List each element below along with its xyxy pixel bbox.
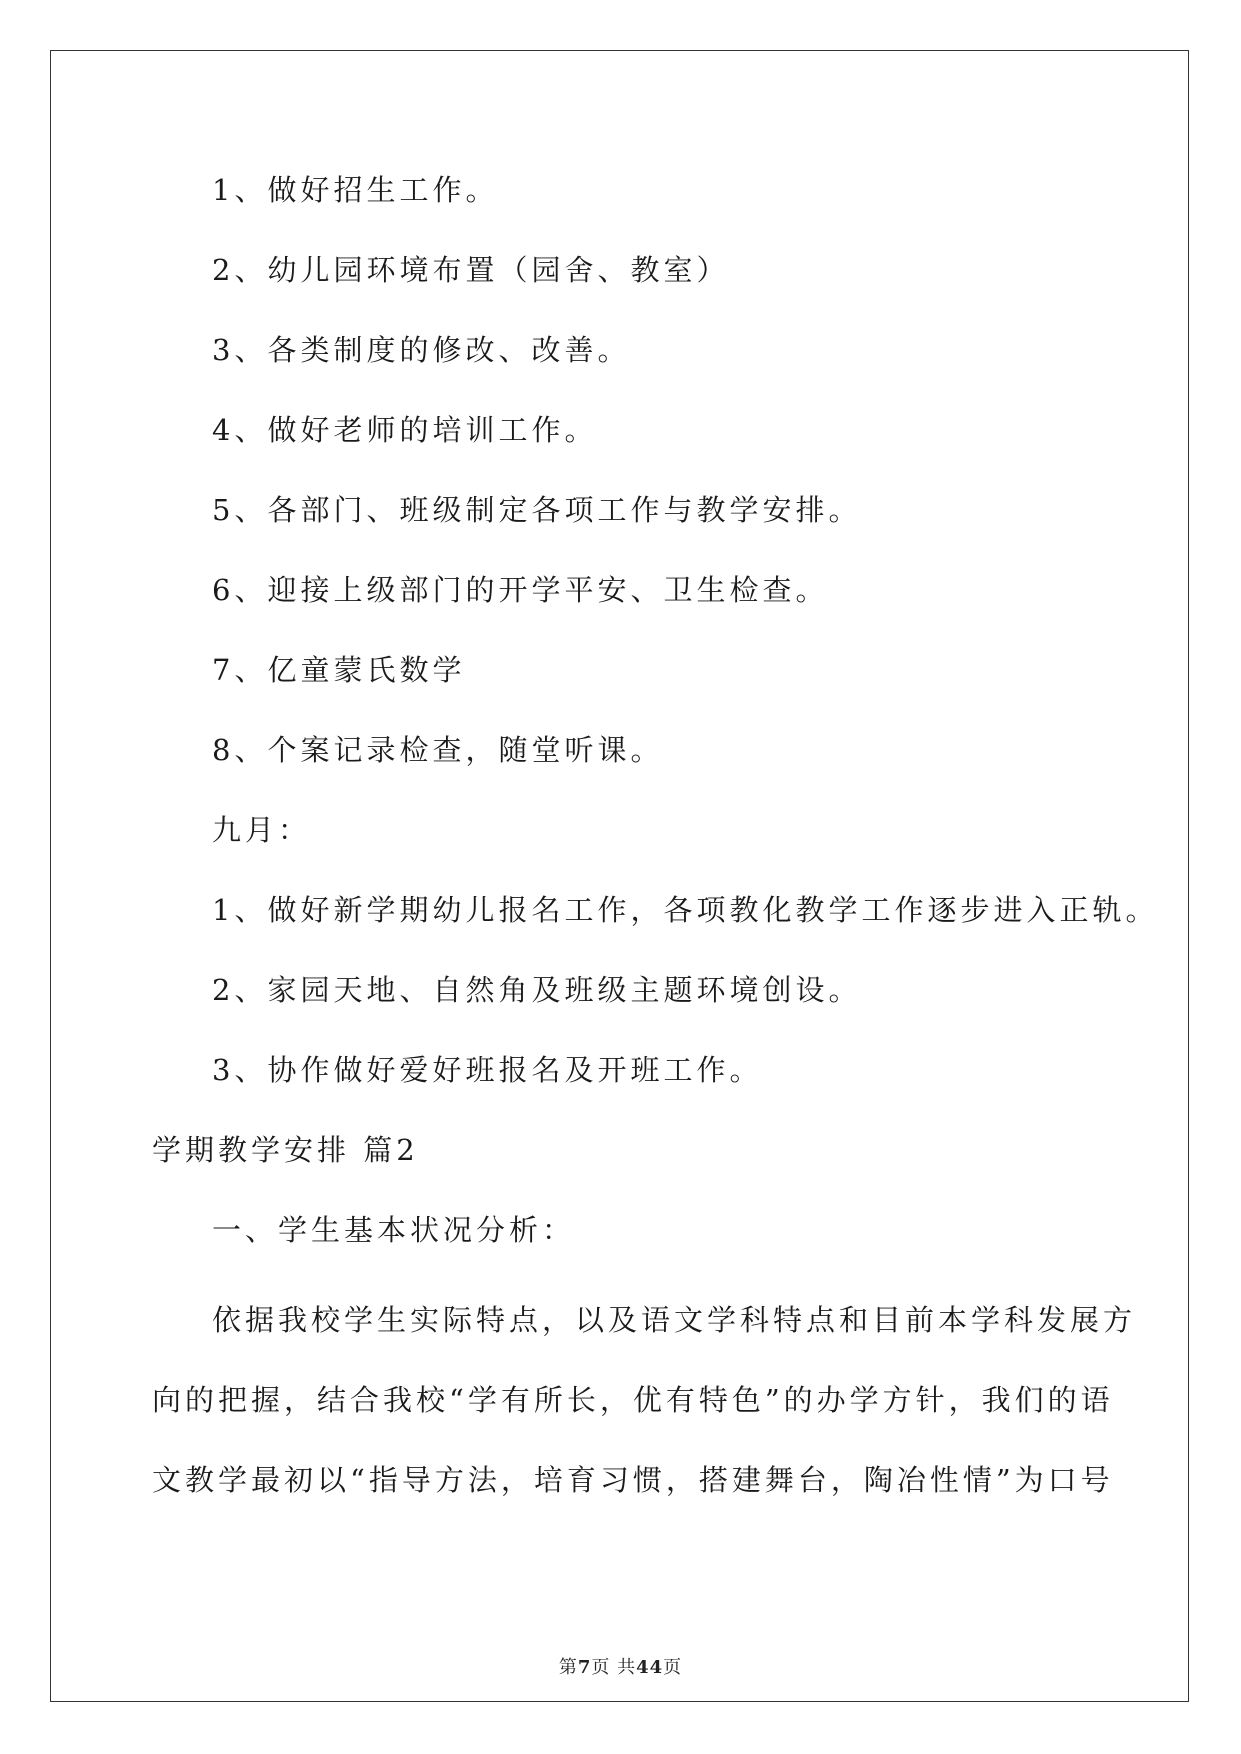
list-item: 2、家园天地、自然角及班级主题环境创设。	[212, 973, 862, 1007]
page-frame	[50, 50, 1189, 1702]
total-page-count: 44	[636, 1657, 664, 1678]
list-item: 3、协作做好爱好班报名及开班工作。	[212, 1053, 763, 1087]
list-item: 8、个案记录检查，随堂听课。	[212, 733, 664, 767]
paragraph-line: 文教学最初以“指导方法，培育习惯，搭建舞台，陶冶性情”为口号	[152, 1463, 1114, 1497]
section-heading: 九月：	[212, 813, 312, 847]
footer-prefix: 第	[558, 1657, 578, 1678]
list-item: 4、做好老师的培训工作。	[212, 413, 598, 447]
list-item: 3、各类制度的修改、改善。	[212, 333, 631, 367]
list-item: 5、各部门、班级制定各项工作与教学安排。	[212, 493, 862, 527]
list-item: 1、做好招生工作。	[212, 173, 499, 207]
paragraph-line: 依据我校学生实际特点，以及语文学科特点和目前本学科发展方	[212, 1303, 1137, 1337]
list-item: 1、做好新学期幼儿报名工作，各项教化教学工作逐步进入正轨。	[212, 893, 1159, 927]
page-footer	[0, 1653, 1241, 1679]
list-item: 7、亿童蒙氏数学	[212, 653, 466, 687]
article-title: 学期教学安排 篇2	[152, 1133, 419, 1167]
paragraph-line: 向的把握，结合我校“学有所长，优有特色”的办学方针，我们的语	[152, 1383, 1114, 1417]
list-item: 2、幼儿园环境布置（园舍、教室）	[212, 253, 730, 287]
current-page-number: 7	[577, 1657, 592, 1678]
footer-middle: 页 共	[591, 1657, 637, 1678]
section-heading: 一、学生基本状况分析：	[212, 1213, 576, 1247]
footer-suffix: 页	[663, 1657, 683, 1678]
list-item: 6、迎接上级部门的开学平安、卫生检查。	[212, 573, 829, 607]
